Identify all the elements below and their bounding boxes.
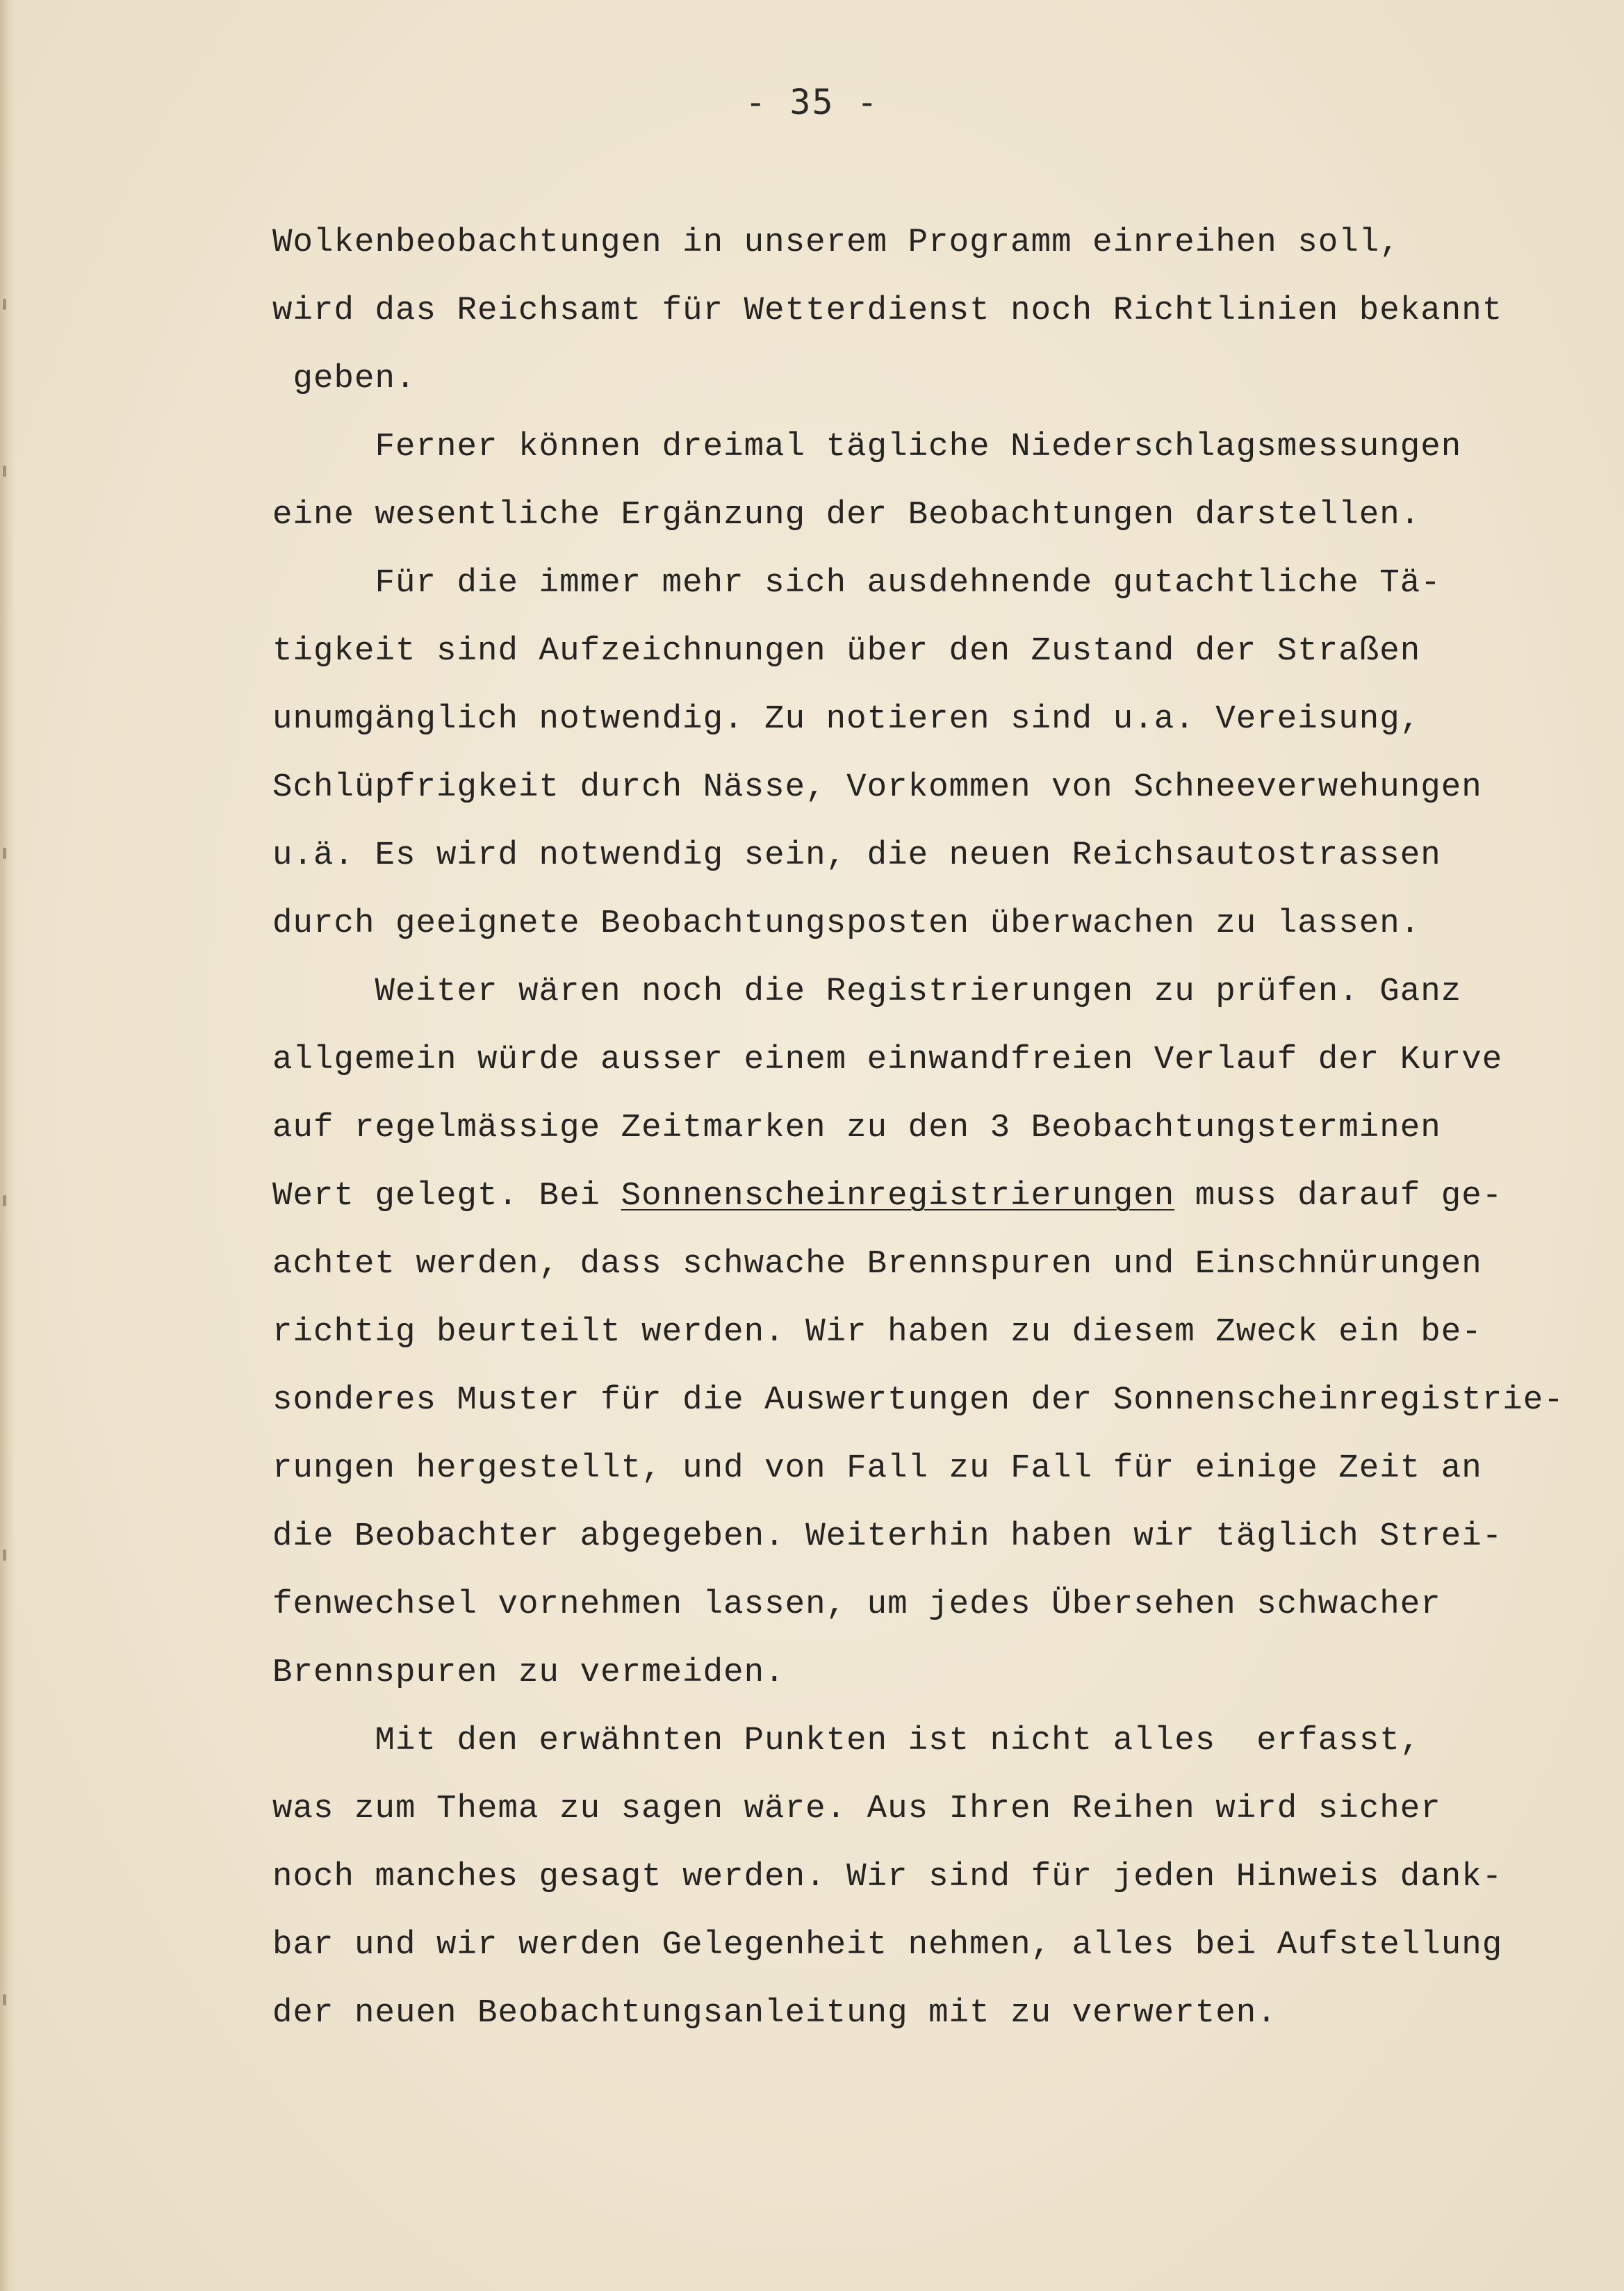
page-left-edge — [0, 0, 15, 2291]
text-line: der neuen Beobachtungsanleitung mit zu verwerten. — [272, 1994, 1277, 2032]
typed-body-text — [272, 208, 1624, 2047]
text-line: tigkeit sind Aufzeichnungen über den Zustand der Straßen — [272, 632, 1421, 670]
text-line: Schlüpfrigkeit durch Nässe, Vorkommen von Schneeverwehungen — [272, 769, 1482, 806]
text-line: allgemein würde ausser einem einwandfreien Verlauf der Kurve — [272, 1041, 1503, 1078]
text-line: die Beobachter abgegeben. Weiterhin haben wir täglich Strei- — [272, 1518, 1503, 1555]
text-line: durch geeignete Beobachtungsposten überwachen zu lassen. — [272, 905, 1421, 942]
page-number: - 35 - — [745, 82, 879, 122]
text-line: unumgänglich notwendig. Zu notieren sind u.a. Vereisung, — [272, 700, 1421, 738]
binding-hole-mark — [3, 1195, 6, 1206]
binding-hole-mark — [3, 848, 6, 859]
text-line: u.ä. Es wird notwendig sein, die neuen Reichsautostrassen — [272, 837, 1441, 874]
text-line: geben. — [272, 360, 416, 397]
text-line: bar und wir werden Gelegenheit nehmen, alles bei Aufstellung — [272, 1926, 1503, 1964]
text-line: fenwechsel vornehmen lassen, um jedes Übersehen schwacher — [272, 1586, 1441, 1623]
text-line: Für die immer mehr sich ausdehnende gutachtliche Tä- — [272, 564, 1441, 602]
text-line: auf regelmässige Zeitmarken zu den 3 Beobachtungsterminen — [272, 1109, 1441, 1147]
text-line — [272, 1162, 1624, 1230]
binding-hole-mark — [3, 1550, 6, 1561]
underlined-term: Sonnenscheinregistrierungen — [621, 1177, 1175, 1215]
text-segment: muss darauf ge- — [1174, 1177, 1503, 1215]
text-line: eine wesentliche Ergänzung der Beobachtungen darstellen. — [272, 496, 1421, 534]
text-line: sonderes Muster für die Auswertungen der Sonnenscheinregistrie- — [272, 1381, 1564, 1419]
text-line: Wolkenbeobachtungen in unserem Programm einreihen soll, — [272, 224, 1400, 261]
text-line: Weiter wären noch die Registrierungen zu prüfen. Ganz — [272, 973, 1462, 1010]
text-line: noch manches gesagt werden. Wir sind für jeden Hinweis dank- — [272, 1858, 1503, 1896]
text-segment: Wert gelegt. Bei — [272, 1177, 621, 1215]
text-line: wird das Reichsamt für Wetterdienst noch Richtlinien bekannt — [272, 292, 1503, 329]
binding-hole-mark — [3, 466, 6, 477]
text-line: richtig beurteilt werden. Wir haben zu diesem Zweck ein be- — [272, 1313, 1482, 1351]
text-line: rungen hergestellt, und von Fall zu Fall für einige Zeit an — [272, 1450, 1482, 1487]
text-line: Ferner können dreimal tägliche Niederschlagsmessungen — [272, 428, 1462, 466]
text-line: Mit den erwähnten Punkten ist nicht alles erfasst, — [272, 1722, 1421, 1759]
text-line: Brennspuren zu vermeiden. — [272, 1654, 785, 1691]
text-line: achtet werden, dass schwache Brennspuren und Einschnürungen — [272, 1245, 1482, 1283]
binding-hole-mark — [3, 299, 6, 310]
binding-hole-mark — [3, 1994, 6, 2005]
text-line: was zum Thema zu sagen wäre. Aus Ihren Reihen wird sicher — [272, 1790, 1441, 1828]
